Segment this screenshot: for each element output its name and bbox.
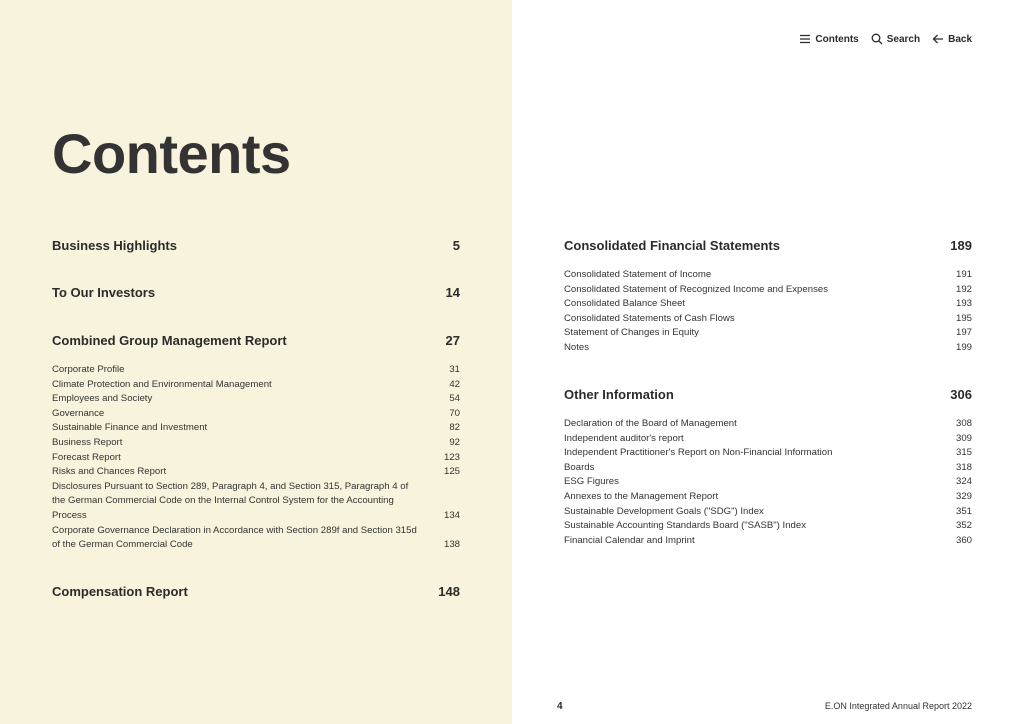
- toc-item-title: Climate Protection and Environmental Management: [52, 378, 272, 390]
- section-page: 306: [950, 387, 972, 402]
- toc-section-financial-statements: [564, 238, 972, 356]
- section-heading[interactable]: [564, 387, 972, 402]
- toc-item[interactable]: [564, 446, 972, 461]
- toc-item-list: [564, 417, 972, 548]
- section-heading[interactable]: [52, 238, 460, 253]
- toc-item-title: Statement of Changes in Equity: [564, 327, 699, 339]
- toc-item-page: 134: [443, 509, 460, 521]
- toc-item-page: 308: [955, 418, 972, 429]
- nav-contents-label: Contents: [815, 33, 859, 45]
- toc-item-title: Business Report: [52, 436, 123, 448]
- section-title: Business Highlights: [52, 238, 177, 253]
- toc-item-title: Consolidated Statement of Recognized Income and Expenses: [564, 283, 828, 295]
- toc-item-page: 138: [443, 539, 460, 551]
- toc-item-title: Consolidated Statements of Cash Flows: [564, 312, 735, 324]
- toc-item-page: 31: [449, 364, 460, 375]
- arrow-left-icon: [932, 33, 944, 45]
- toc-item-title: Financial Calendar and Imprint: [564, 534, 695, 546]
- section-page: 5: [452, 238, 460, 253]
- toc-item[interactable]: [564, 341, 972, 356]
- toc-item[interactable]: [52, 392, 460, 407]
- toc-item-title: Boards: [564, 461, 595, 473]
- toc-item[interactable]: [52, 407, 460, 422]
- toc-item-page: 318: [955, 461, 972, 473]
- toc-item-title: Corporate Profile: [52, 364, 125, 375]
- footer-page-number: 4: [557, 701, 563, 712]
- toc-item[interactable]: [564, 519, 972, 534]
- toc-item[interactable]: [564, 475, 972, 490]
- toc-item[interactable]: [564, 297, 972, 312]
- toc-section-management-report: [52, 333, 460, 553]
- section-title: Other Information: [564, 387, 674, 402]
- nav-contents-link[interactable]: [799, 33, 858, 45]
- toc-item-title: Annexes to the Management Report: [564, 490, 719, 502]
- section-title: Consolidated Financial Statements: [564, 238, 780, 253]
- toc-item[interactable]: [564, 490, 972, 505]
- toc-item-title: Consolidated Balance Sheet: [564, 298, 686, 310]
- page-title: Contents: [52, 122, 291, 185]
- nav-search-label: Search: [886, 33, 921, 45]
- toc-item-title: Declaration of the Board of Management: [564, 418, 737, 429]
- section-page: 14: [445, 285, 460, 300]
- toc-item[interactable]: [564, 432, 972, 447]
- toc-item[interactable]: [52, 436, 460, 451]
- toc-item-page: 195: [955, 312, 972, 324]
- nav-back-label: Back: [948, 33, 972, 45]
- toc-item-title: Sustainable Finance and Investment: [52, 422, 208, 434]
- toc-item[interactable]: [52, 378, 460, 393]
- toc-item-page: 191: [955, 269, 972, 280]
- toc-item-title: Sustainable Accounting Standards Board ("SASB") Index: [564, 520, 807, 532]
- toc-section-compensation-report[interactable]: [52, 584, 460, 599]
- toc-item-title: ESG Figures: [564, 476, 619, 488]
- toc-item-title: Independent Practitioner's Report on Non-Financial Information: [564, 447, 833, 459]
- nav-search-link[interactable]: [871, 33, 920, 45]
- section-page: 189: [950, 238, 972, 253]
- toc-item-title: Forecast Report: [52, 451, 121, 463]
- toc-item-title: Governance: [52, 407, 105, 419]
- toc-item-title: Sustainable Development Goals ("SDG") Index: [564, 505, 764, 517]
- toc-section-to-our-investors[interactable]: [52, 285, 460, 300]
- toc-item[interactable]: [564, 417, 972, 432]
- toc-item-page: 360: [955, 534, 972, 546]
- toc-item[interactable]: [52, 465, 460, 480]
- toc-item[interactable]: [564, 283, 972, 298]
- toc-item-page: 329: [955, 490, 972, 502]
- toc-item-title: Employees and Society: [52, 393, 153, 405]
- right-panel: [512, 0, 1024, 724]
- toc-item-page: 324: [955, 476, 972, 488]
- menu-icon: [799, 33, 811, 45]
- toc-item-title: Corporate Governance Declaration in Accordance with Section 289f and Section 315d of the German Commercial Code: [52, 524, 417, 551]
- toc-item-page: 193: [955, 298, 972, 310]
- footer-document-title: E.ON Integrated Annual Report 2022: [824, 701, 972, 711]
- toc-item-page: 199: [955, 341, 972, 353]
- toc-item[interactable]: [564, 461, 972, 476]
- section-heading[interactable]: [564, 238, 972, 253]
- toc-item-page: 42: [449, 378, 460, 390]
- toc-item-list: [564, 268, 972, 356]
- section-page: 27: [445, 333, 460, 348]
- toc-item[interactable]: [564, 312, 972, 327]
- toc-item-page: 54: [449, 393, 460, 405]
- toc-item-page: 351: [955, 505, 972, 517]
- toc-item[interactable]: [52, 524, 460, 553]
- toc-item-page: 70: [449, 407, 460, 419]
- toc-item-title: Notes: [564, 341, 590, 353]
- toc-item-page: 197: [955, 327, 972, 339]
- toc-item-page: 125: [443, 466, 460, 478]
- section-heading[interactable]: [52, 285, 460, 300]
- toc-section-business-highlights[interactable]: [52, 238, 460, 253]
- toc-item-page: 123: [443, 451, 460, 463]
- toc-item[interactable]: [52, 421, 460, 436]
- toc-item-page: 82: [449, 422, 460, 434]
- toc-item-title: Disclosures Pursuant to Section 289, Paragraph 4, and Section 315, Paragraph 4 of the German Commercial Code on the Internal Control System for the Accounting Process: [52, 480, 409, 521]
- search-icon: [871, 33, 883, 45]
- section-title: Compensation Report: [52, 584, 188, 599]
- toc-item-page: 309: [955, 432, 972, 444]
- toc-item-page: 315: [955, 447, 972, 459]
- section-title: Combined Group Management Report: [52, 333, 287, 348]
- section-heading[interactable]: [52, 584, 460, 599]
- toc-item-title: Risks and Chances Report: [52, 466, 167, 478]
- toc-item[interactable]: [564, 505, 972, 520]
- toc-item-page: 352: [955, 520, 972, 532]
- toc-item[interactable]: [564, 268, 972, 283]
- toc-item[interactable]: [564, 534, 972, 549]
- top-navigation: [799, 33, 972, 45]
- toc-section-other-information: [564, 387, 972, 548]
- toc-item[interactable]: [564, 326, 972, 341]
- toc-item[interactable]: [52, 480, 460, 524]
- toc-item-list: [52, 363, 460, 553]
- toc-item-title: Consolidated Statement of Income: [564, 269, 712, 280]
- section-title: To Our Investors: [52, 285, 156, 300]
- toc-item-page: 92: [449, 436, 460, 448]
- toc-item-page: 192: [955, 283, 972, 295]
- toc-item[interactable]: [52, 451, 460, 466]
- nav-back-link[interactable]: [932, 33, 972, 45]
- section-heading[interactable]: [52, 333, 460, 348]
- toc-item-title: Independent auditor's report: [564, 432, 684, 444]
- section-page: 148: [438, 584, 460, 599]
- toc-item[interactable]: [52, 363, 460, 378]
